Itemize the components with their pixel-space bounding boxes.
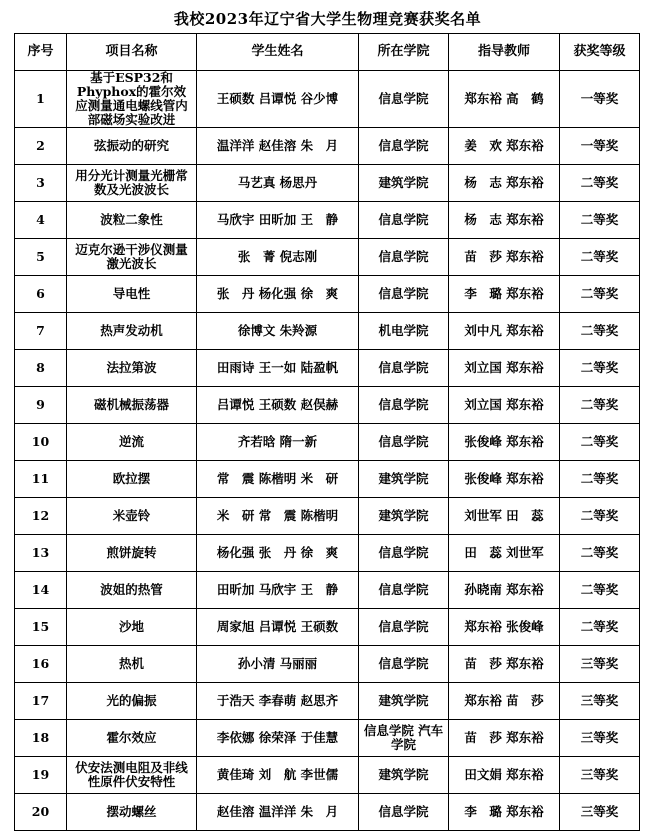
cell-teacher: 李 璐 郑东裕 xyxy=(449,276,560,313)
cell-teacher: 刘世军 田 蕊 xyxy=(449,498,560,535)
cell-index: 1 xyxy=(15,71,67,128)
cell-students: 黄佳琦 刘 航 李世儒 xyxy=(197,757,359,794)
cell-award: 二等奖 xyxy=(560,350,640,387)
header-college: 所在学院 xyxy=(359,34,449,71)
cell-project: 光的偏振 xyxy=(67,683,197,720)
cell-students: 杨化强 张 丹 徐 爽 xyxy=(197,535,359,572)
cell-students: 米 研 常 震 陈楷明 xyxy=(197,498,359,535)
cell-college: 信息学院 xyxy=(359,239,449,276)
cell-students: 田雨诗 王一如 陆盈帆 xyxy=(197,350,359,387)
cell-index: 19 xyxy=(15,757,67,794)
cell-award: 二等奖 xyxy=(560,165,640,202)
cell-index: 4 xyxy=(15,202,67,239)
cell-award: 二等奖 xyxy=(560,461,640,498)
cell-project: 米壶铃 xyxy=(67,498,197,535)
header-teacher: 指导教师 xyxy=(449,34,560,71)
award-table xyxy=(14,33,640,831)
cell-students: 王硕数 吕谭悦 谷少博 xyxy=(197,71,359,128)
cell-project: 法拉第波 xyxy=(67,350,197,387)
cell-index: 2 xyxy=(15,128,67,165)
cell-students: 马欣宇 田昕加 王 静 xyxy=(197,202,359,239)
table-row xyxy=(15,535,640,572)
cell-college: 信息学院 xyxy=(359,387,449,424)
cell-teacher: 田文娟 郑东裕 xyxy=(449,757,560,794)
cell-students: 张 菁 倪志刚 xyxy=(197,239,359,276)
cell-college: 建筑学院 xyxy=(359,165,449,202)
cell-index: 5 xyxy=(15,239,67,276)
table-row xyxy=(15,424,640,461)
cell-students: 张 丹 杨化强 徐 爽 xyxy=(197,276,359,313)
table-row xyxy=(15,498,640,535)
cell-index: 9 xyxy=(15,387,67,424)
cell-college: 信息学院 xyxy=(359,535,449,572)
cell-project: 沙地 xyxy=(67,609,197,646)
cell-project: 热声发动机 xyxy=(67,313,197,350)
table-row xyxy=(15,276,640,313)
cell-award: 三等奖 xyxy=(560,794,640,831)
cell-project: 霍尔效应 xyxy=(67,720,197,757)
cell-teacher: 田 蕊 刘世军 xyxy=(449,535,560,572)
cell-project: 波姐的热管 xyxy=(67,572,197,609)
cell-college: 信息学院 xyxy=(359,424,449,461)
cell-award: 二等奖 xyxy=(560,535,640,572)
table-row xyxy=(15,757,640,794)
cell-college: 建筑学院 xyxy=(359,757,449,794)
cell-students: 常 震 陈楷明 米 研 xyxy=(197,461,359,498)
cell-project: 逆流 xyxy=(67,424,197,461)
cell-teacher: 郑东裕 高 鹤 xyxy=(449,71,560,128)
cell-project: 导电性 xyxy=(67,276,197,313)
cell-teacher: 郑东裕 张俊峰 xyxy=(449,609,560,646)
cell-award: 二等奖 xyxy=(560,239,640,276)
cell-award: 三等奖 xyxy=(560,720,640,757)
cell-award: 三等奖 xyxy=(560,683,640,720)
cell-students: 赵佳溶 温洋洋 朱 月 xyxy=(197,794,359,831)
cell-students: 田昕加 马欣宇 王 静 xyxy=(197,572,359,609)
cell-index: 8 xyxy=(15,350,67,387)
cell-college: 信息学院 xyxy=(359,202,449,239)
cell-college: 信息学院 xyxy=(359,276,449,313)
cell-college: 信息学院 xyxy=(359,128,449,165)
cell-students: 徐博文 朱羚源 xyxy=(197,313,359,350)
cell-project: 磁机械振荡器 xyxy=(67,387,197,424)
cell-index: 10 xyxy=(15,424,67,461)
cell-students: 于浩天 李春萌 赵思齐 xyxy=(197,683,359,720)
cell-teacher: 刘立国 郑东裕 xyxy=(449,350,560,387)
cell-students: 温洋洋 赵佳溶 朱 月 xyxy=(197,128,359,165)
cell-award: 二等奖 xyxy=(560,572,640,609)
cell-college: 建筑学院 xyxy=(359,498,449,535)
cell-students: 周家旭 吕谭悦 王硕数 xyxy=(197,609,359,646)
cell-index: 17 xyxy=(15,683,67,720)
table-row xyxy=(15,646,640,683)
cell-college: 信息学院 xyxy=(359,646,449,683)
cell-index: 14 xyxy=(15,572,67,609)
cell-index: 15 xyxy=(15,609,67,646)
table-body xyxy=(15,71,640,831)
page-title: 我校2023年辽宁省大学生物理竞赛获奖名单 xyxy=(173,10,482,28)
header-index: 序号 xyxy=(15,34,67,71)
cell-index: 3 xyxy=(15,165,67,202)
table-row xyxy=(15,313,640,350)
cell-students: 齐若晗 隋一新 xyxy=(197,424,359,461)
cell-students: 马艺真 杨思丹 xyxy=(197,165,359,202)
cell-college: 信息学院 xyxy=(359,609,449,646)
cell-project: 基于ESP32和Phyphox的霍尔效应测量通电螺线管内部磁场实验改进 xyxy=(67,71,197,128)
cell-project: 摆动螺丝 xyxy=(67,794,197,831)
table-row xyxy=(15,794,640,831)
cell-award: 三等奖 xyxy=(560,646,640,683)
cell-teacher: 苗 莎 郑东裕 xyxy=(449,646,560,683)
cell-teacher: 李 璐 郑东裕 xyxy=(449,794,560,831)
table-row xyxy=(15,609,640,646)
cell-project: 伏安法测电阻及非线性原件伏安特性 xyxy=(67,757,197,794)
table-row xyxy=(15,239,640,276)
cell-award: 二等奖 xyxy=(560,202,640,239)
cell-project: 迈克尔逊干涉仪测量激光波长 xyxy=(67,239,197,276)
cell-index: 6 xyxy=(15,276,67,313)
cell-teacher: 苗 莎 郑东裕 xyxy=(449,720,560,757)
table-row xyxy=(15,683,640,720)
cell-teacher: 苗 莎 郑东裕 xyxy=(449,239,560,276)
cell-teacher: 姜 欢 郑东裕 xyxy=(449,128,560,165)
header-award: 获奖等级 xyxy=(560,34,640,71)
table-row xyxy=(15,572,640,609)
table-row xyxy=(15,461,640,498)
table-row xyxy=(15,202,640,239)
cell-teacher: 刘中凡 郑东裕 xyxy=(449,313,560,350)
cell-award: 一等奖 xyxy=(560,128,640,165)
cell-award: 一等奖 xyxy=(560,71,640,128)
cell-college: 信息学院 xyxy=(359,71,449,128)
header-project: 项目名称 xyxy=(67,34,197,71)
table-row xyxy=(15,71,640,128)
cell-award: 二等奖 xyxy=(560,609,640,646)
cell-teacher: 张俊峰 郑东裕 xyxy=(449,461,560,498)
cell-teacher: 张俊峰 郑东裕 xyxy=(449,424,560,461)
cell-index: 13 xyxy=(15,535,67,572)
table-row xyxy=(15,350,640,387)
cell-students: 吕谭悦 王硕数 赵俣赫 xyxy=(197,387,359,424)
cell-project: 用分光计测量光栅常数及光波波长 xyxy=(67,165,197,202)
cell-college: 信息学院 xyxy=(359,794,449,831)
cell-award: 二等奖 xyxy=(560,276,640,313)
table-row xyxy=(15,720,640,757)
table-row xyxy=(15,128,640,165)
cell-college: 建筑学院 xyxy=(359,683,449,720)
cell-index: 12 xyxy=(15,498,67,535)
cell-project: 煎饼旋转 xyxy=(67,535,197,572)
cell-college: 信息学院 xyxy=(359,572,449,609)
cell-award: 二等奖 xyxy=(560,387,640,424)
cell-index: 20 xyxy=(15,794,67,831)
cell-college: 信息学院 xyxy=(359,350,449,387)
cell-teacher: 孙晓南 郑东裕 xyxy=(449,572,560,609)
cell-college: 建筑学院 xyxy=(359,461,449,498)
cell-teacher: 杨 志 郑东裕 xyxy=(449,202,560,239)
cell-college: 信息学院 汽车学院 xyxy=(359,720,449,757)
cell-index: 18 xyxy=(15,720,67,757)
cell-project: 欧拉摆 xyxy=(67,461,197,498)
cell-index: 7 xyxy=(15,313,67,350)
cell-college: 机电学院 xyxy=(359,313,449,350)
cell-project: 弦振动的研究 xyxy=(67,128,197,165)
cell-students: 孙小清 马丽丽 xyxy=(197,646,359,683)
cell-award: 二等奖 xyxy=(560,424,640,461)
cell-award: 二等奖 xyxy=(560,498,640,535)
cell-teacher: 刘立国 郑东裕 xyxy=(449,387,560,424)
table-header-row xyxy=(15,34,640,71)
cell-project: 波粒二象性 xyxy=(67,202,197,239)
cell-teacher: 杨 志 郑东裕 xyxy=(449,165,560,202)
cell-index: 16 xyxy=(15,646,67,683)
cell-award: 二等奖 xyxy=(560,313,640,350)
cell-project: 热机 xyxy=(67,646,197,683)
cell-students: 李依娜 徐荣泽 于佳慧 xyxy=(197,720,359,757)
cell-index: 11 xyxy=(15,461,67,498)
header-students: 学生姓名 xyxy=(197,34,359,71)
cell-award: 三等奖 xyxy=(560,757,640,794)
table-row xyxy=(15,165,640,202)
table-row xyxy=(15,387,640,424)
cell-teacher: 郑东裕 苗 莎 xyxy=(449,683,560,720)
